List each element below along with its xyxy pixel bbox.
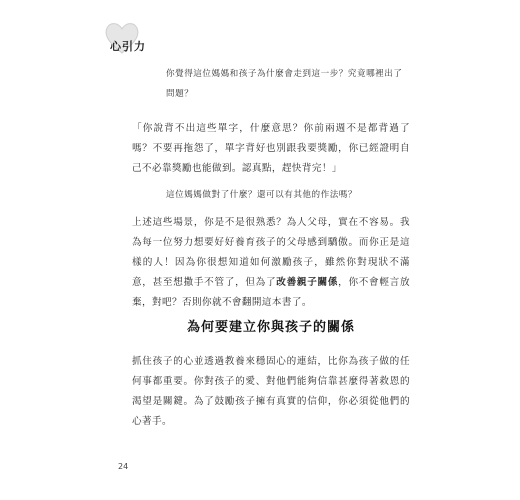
- page-number: 24: [118, 462, 129, 471]
- reflection-question: 你覺得這位媽媽和孩子為什麼會走到這一步？究竟哪裡出了問題？: [166, 69, 403, 99]
- paragraph-text: 上述這些場景，你是不是很熟悉？為人父母，實在不容易。我為每一位努力想要好好養育孩子的父母感到驕傲。而你正是這樣的人！因為你很想知道如何激勵孩子，雖然你對現狀不滿意，甚至想撒手不管了，但為了: [132, 217, 410, 288]
- quote-paragraph: 「你說背不出這些單字，什麼意思？你前兩週不是都背過了嗎？不要再拖怨了，單字背好也別跟我要獎勵，你已經證明自己不必靠獎勵也能做到。認真點，趕快背完！」: [132, 123, 410, 174]
- emphasis-text: 改善親子關係: [276, 277, 339, 288]
- section-heading: 為何要建立你與孩子的關係: [186, 320, 355, 335]
- body-paragraph-1: [132, 213, 410, 313]
- header-title: 心引力: [110, 40, 146, 53]
- reflection-question-2: 這位媽媽做對了什麼？還可以有其他的作法嗎？: [166, 190, 357, 200]
- paragraph-text-end: ，你不會輕言放棄，對吧？否則你就不會翻開這本書了。: [132, 277, 410, 308]
- body-paragraph-2: 抓住孩子的心並透過教養來穩固心的連結，比你為孩子做的任何事都重要。你對孩子的愛、對他們能夠信靠甚麼得著救恩的渴望是關鍵。為了鼓勵孩子擁有真實的信仰，你必須從他們的心著手。: [132, 356, 410, 427]
